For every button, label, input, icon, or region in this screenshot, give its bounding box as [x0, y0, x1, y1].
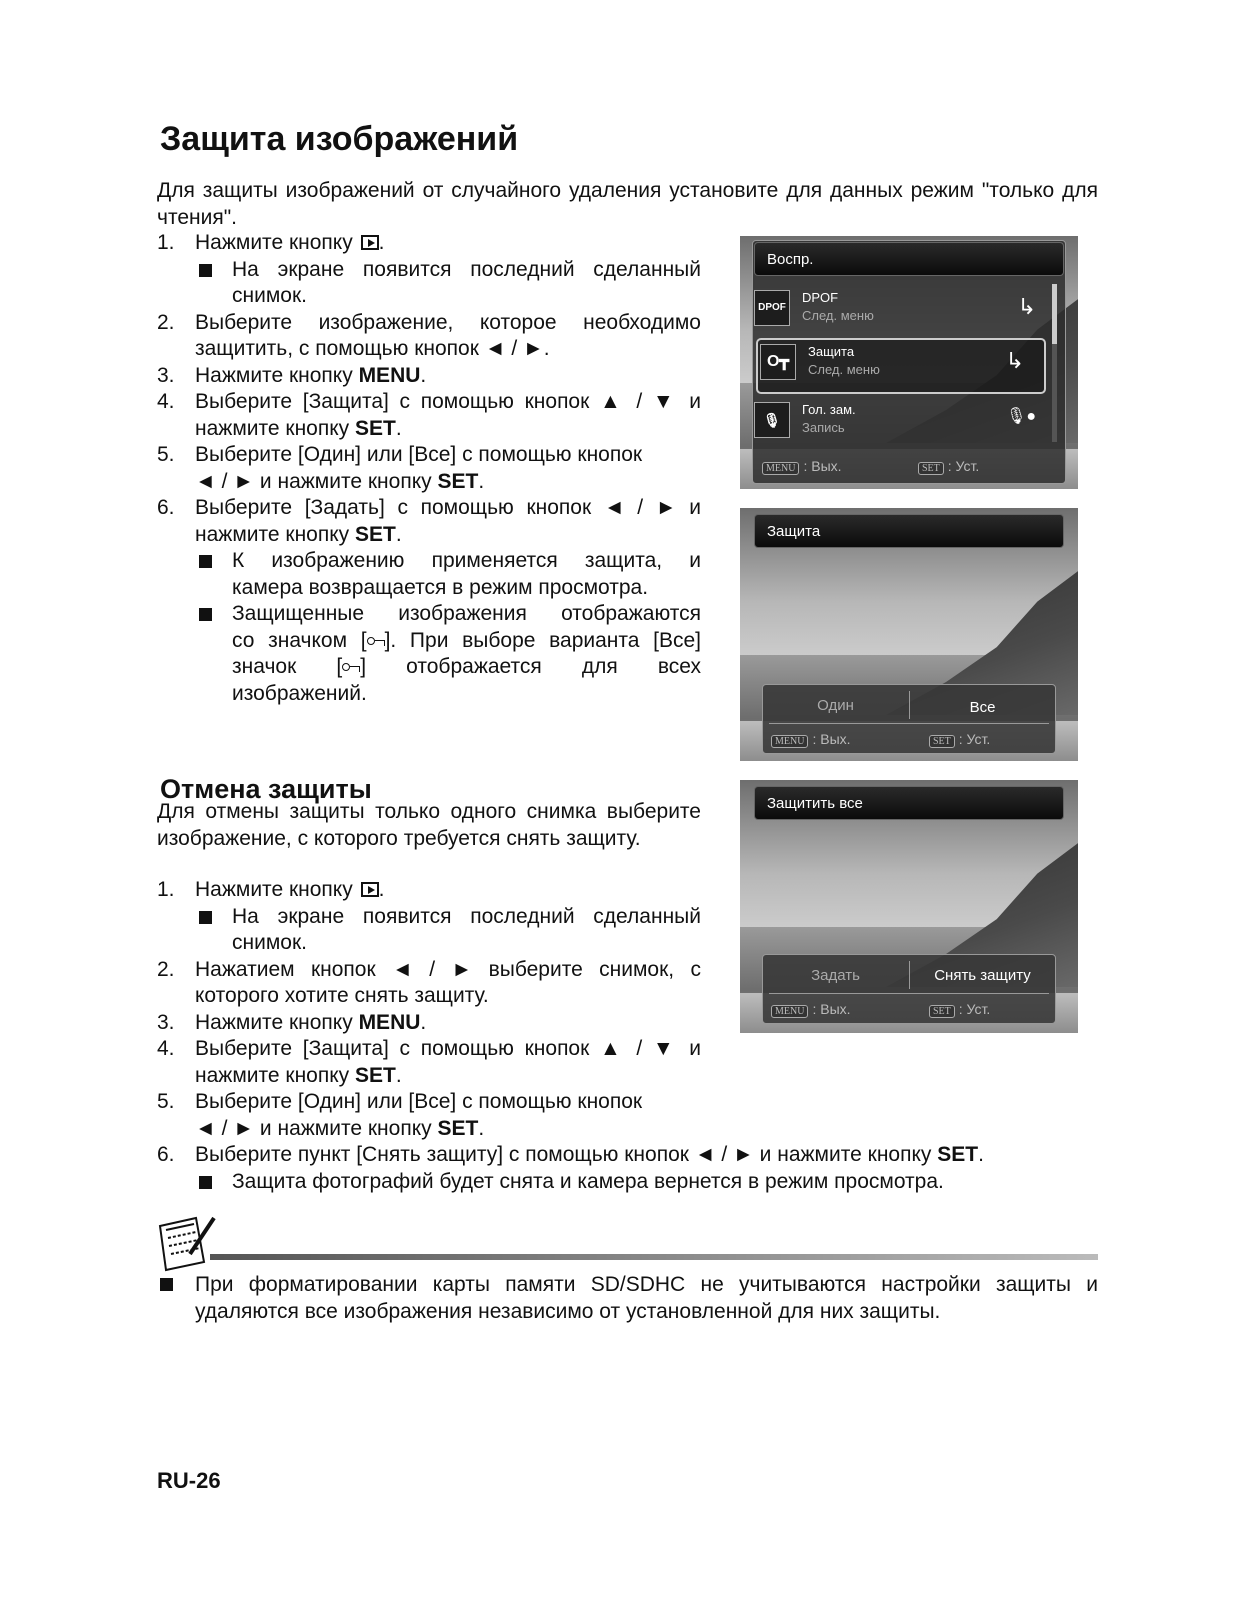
step-2: 2. Нажатием кнопок ◄ / ► выберите снимок, с [157, 957, 701, 981]
option-all[interactable]: Все [969, 699, 996, 716]
page-title: Защита изображений [160, 120, 519, 158]
set-hint: SET : Уст. [929, 731, 990, 748]
step-1: 1. Нажмите кнопку . [157, 878, 385, 901]
step-1-bullet: На экране появится последний сделанный [157, 904, 701, 931]
section-subtitle: Отмена защиты [160, 774, 372, 804]
play-icon [361, 882, 379, 897]
exit-hint: MENU : Вых. [771, 1001, 851, 1018]
unprotect-steps: 1. Нажмите кнопку . На экране появится последний сделанный снимок. 2. Нажатием кнопок ◄ / ► выберите снимок, с которого хотите снять защиту. 3. Нажмите кнопку MENU. 4. Выберите [Защита] с помощью кнопок ▲ / ▼ и нажмите кнопку SET. 5. Выберите [Один] или [Все] с помощью кнопок ◄ / ► и нажмите кнопку SET. [157, 878, 701, 1140]
protect-all-options-panel [762, 954, 1056, 1024]
screen-title-bar: Защита [754, 514, 1064, 548]
exit-hint: MENU : Вых. [762, 458, 842, 475]
camera-screen-protect [740, 508, 1078, 761]
step-6: 6. Выберите [Задать] с помощью кнопок ◄ / ► и [157, 496, 701, 519]
unprotect-step-6: 6. Выберите пункт [Снять защиту] с помощью кнопок ◄ / ► и нажмите кнопку SET. Защита фотографий будет снята и камера вернется в режим просмотра. [157, 1142, 1098, 1195]
step-6-bullet-a: К изображению применяется защита, и [157, 548, 701, 575]
key-icon: O┳ [760, 344, 796, 380]
option-unprotect[interactable]: Снять защиту [934, 967, 1031, 984]
step-4: 4. Выберите [Защита] с помощью кнопок ▲ / ▼ и [157, 390, 701, 413]
play-icon [361, 235, 379, 250]
exit-hint: MENU : Вых. [771, 731, 851, 748]
protect-steps: 1. Нажмите кнопку . На экране появится последний сделанный снимок. 2. Выберите изображение, которое необходимо защитить, с помощью кнопок ◄ / ►. 3. Нажмите кнопку MENU. 4. Выберите [Защита] с помощью кнопок ▲ / ▼ и нажмите кнопку SET. 5. Выберите [Один] или [Все] с помощью кнопок ◄ / ► и нажмите кнопку SET. 6. Выберите [Задать] с помощью кнопок ◄ / ► и нажмите кнопку SET. К изображению применяется защита, и камера возвращается в режим просмотра. Защищенные изображения отображаются со значком [ ]. При выборе варианта [Все] значок [ ] отображается для всех изображений. [157, 231, 702, 705]
step-1: 1. Нажмите кнопку . [157, 231, 385, 254]
unprotect-intro: Для отмены защиты только одного снимка выберите изображение, с которого требуется снять защиту. [157, 800, 701, 850]
key-icon [367, 635, 385, 647]
page-number: RU-26 [157, 1468, 221, 1493]
camera-screen-protect-all [740, 780, 1078, 1033]
step-2: 2. Выберите изображение, которое необходимо [157, 310, 701, 334]
key-icon [342, 661, 360, 673]
protect-options-panel [762, 684, 1056, 754]
set-hint: SET : Уст. [918, 458, 979, 475]
note-pad-icon [156, 1214, 218, 1272]
step-5: 5. Выберите [Один] или [Все] с помощью кнопок [157, 1090, 643, 1113]
step-1-bullet: На экране появится последний сделанный снимок. [157, 257, 701, 310]
set-hint: SET : Уст. [929, 1001, 990, 1018]
menu-scrollbar[interactable] [1052, 284, 1057, 442]
submenu-arrow-icon: ↳ [1005, 348, 1024, 373]
option-one[interactable]: Один [817, 697, 854, 714]
record-icon: 🎙● [1006, 408, 1036, 425]
step-3: 3. Нажмите кнопку MENU. [157, 1010, 427, 1034]
option-set[interactable]: Задать [811, 967, 860, 984]
step-3: 3. Нажмите кнопку MENU. [157, 363, 427, 387]
note-divider [210, 1254, 1098, 1260]
menu-item-protect[interactable]: O┳ Защита След. меню ↳ [756, 338, 1046, 394]
step-6-bullet: Защита фотографий будет снята и камера вернется в режим просмотра. [157, 1169, 1098, 1196]
menu-title-bar: Воспр. [754, 242, 1064, 276]
dpof-icon: DPOF [754, 290, 790, 326]
step-6-bullet-b: Защищенные изображения отображаются [157, 601, 701, 628]
menu-item-voice-memo[interactable]: 🎙 Гол. зам. Запись 🎙● [752, 398, 1056, 448]
step-4: 4. Выберите [Защита] с помощью кнопок ▲ / ▼ и [157, 1037, 701, 1060]
intro-paragraph: Для защиты изображений от случайного удаления установите для данных режим "только для чтения". [157, 179, 1098, 229]
microphone-icon: 🎙 [754, 402, 790, 438]
screen-title-bar: Защитить все [754, 786, 1064, 820]
step-5: 5. Выберите [Один] или [Все] с помощью кнопок [157, 443, 643, 466]
submenu-arrow-icon: ↳ [1017, 294, 1036, 319]
menu-item-dpof[interactable]: DPOF DPOF След. меню ↳ [752, 286, 1056, 336]
camera-screen-playback-menu [740, 236, 1078, 489]
